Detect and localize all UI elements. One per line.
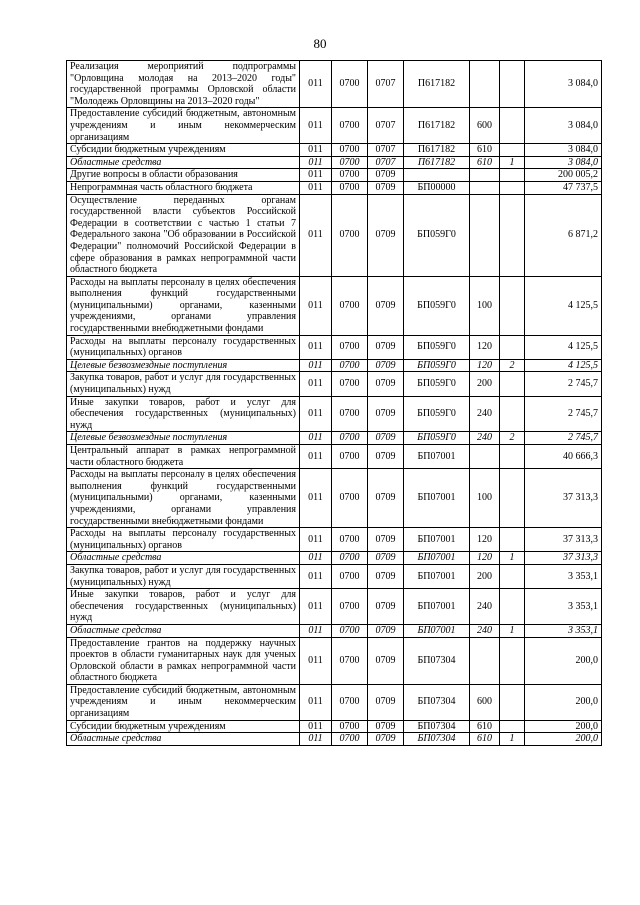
funding-code [500, 372, 525, 396]
row-name: Иные закупки товаров, работ и услуг для обеспечения государственных (муниципальных) нужд [67, 396, 300, 432]
target-article: БП07001 [404, 445, 470, 469]
table-row [67, 372, 602, 396]
funding-code [500, 445, 525, 469]
subsection-code: 0709 [368, 181, 404, 194]
funding-code: 1 [500, 552, 525, 565]
ministry-code: 011 [300, 359, 332, 372]
ministry-code: 011 [300, 194, 332, 276]
budget-table [66, 60, 602, 746]
table-row [67, 108, 602, 144]
row-name: Областные средства [67, 156, 300, 169]
amount: 37 313,3 [525, 528, 602, 552]
subsection-code: 0707 [368, 156, 404, 169]
row-name: Областные средства [67, 624, 300, 637]
row-name: Осуществление переданных органам государственной власти субъектов Российской Федерации в соответствии с частью 1 статьи 7 Федерального закона "Об образовании в Российской Федерации" полномочий Российской Федерации в сфере образования в рамках непрограммной части областного бюджета [67, 194, 300, 276]
table-row [67, 194, 602, 276]
amount: 200,0 [525, 684, 602, 720]
row-name: Другие вопросы в области образования [67, 169, 300, 182]
row-name: Целевые безвозмездные поступления [67, 359, 300, 372]
ministry-code: 011 [300, 108, 332, 144]
subsection-code: 0709 [368, 469, 404, 528]
ministry-code: 011 [300, 469, 332, 528]
ministry-code: 011 [300, 335, 332, 359]
target-article: БП059Г0 [404, 335, 470, 359]
target-article: П617182 [404, 144, 470, 157]
target-article [404, 169, 470, 182]
target-article: БП07001 [404, 528, 470, 552]
amount: 200,0 [525, 637, 602, 684]
section-code: 0700 [332, 637, 368, 684]
funding-code [500, 720, 525, 733]
funding-code [500, 528, 525, 552]
target-article: БП07001 [404, 624, 470, 637]
ministry-code: 011 [300, 156, 332, 169]
subsection-code: 0709 [368, 276, 404, 335]
funding-code [500, 181, 525, 194]
ministry-code: 011 [300, 720, 332, 733]
expense-type: 120 [470, 359, 500, 372]
target-article: БП07001 [404, 564, 470, 588]
row-name: Областные средства [67, 733, 300, 746]
table-row [67, 528, 602, 552]
section-code: 0700 [332, 733, 368, 746]
amount: 2 745,7 [525, 396, 602, 432]
expense-type [470, 61, 500, 108]
table-row [67, 684, 602, 720]
expense-type: 120 [470, 335, 500, 359]
subsection-code: 0709 [368, 396, 404, 432]
table-row [67, 156, 602, 169]
section-code: 0700 [332, 169, 368, 182]
funding-code: 2 [500, 359, 525, 372]
table-row [67, 144, 602, 157]
ministry-code: 011 [300, 564, 332, 588]
target-article: БП07001 [404, 589, 470, 625]
table-row [67, 720, 602, 733]
target-article: БП07304 [404, 720, 470, 733]
amount: 4 125,5 [525, 276, 602, 335]
ministry-code: 011 [300, 144, 332, 157]
budget-table-body [67, 61, 602, 746]
section-code: 0700 [332, 445, 368, 469]
row-name: Закупка товаров, работ и услуг для государственных (муниципальных) нужд [67, 372, 300, 396]
subsection-code: 0709 [368, 194, 404, 276]
expense-type [470, 194, 500, 276]
row-name: Расходы на выплаты персоналу в целях обеспечения выполнения функций государственными (муниципальными) органами, казенными учреждениями, органами управления государственными внебюджетными фондами [67, 469, 300, 528]
target-article: БП07304 [404, 637, 470, 684]
ministry-code: 011 [300, 181, 332, 194]
funding-code [500, 335, 525, 359]
section-code: 0700 [332, 432, 368, 445]
target-article: П617182 [404, 108, 470, 144]
expense-type: 610 [470, 144, 500, 157]
row-name: Расходы на выплаты персоналу в целях обеспечения выполнения функций государственными (муниципальными) органами, казенными учреждениями, органами управления государственными внебюджетными фондами [67, 276, 300, 335]
amount: 3 353,1 [525, 589, 602, 625]
table-row [67, 637, 602, 684]
subsection-code: 0709 [368, 169, 404, 182]
row-name: Предоставление субсидий бюджетным, автономным учреждениям и иным некоммерческим организациям [67, 108, 300, 144]
table-row [67, 564, 602, 588]
funding-code [500, 144, 525, 157]
expense-type: 600 [470, 684, 500, 720]
section-code: 0700 [332, 61, 368, 108]
table-row [67, 432, 602, 445]
amount: 47 737,5 [525, 181, 602, 194]
subsection-code: 0707 [368, 108, 404, 144]
amount: 40 666,3 [525, 445, 602, 469]
expense-type: 240 [470, 589, 500, 625]
amount: 3 353,1 [525, 624, 602, 637]
table-row [67, 61, 602, 108]
table-row [67, 276, 602, 335]
funding-code [500, 194, 525, 276]
table-row [67, 169, 602, 182]
funding-code [500, 108, 525, 144]
funding-code [500, 169, 525, 182]
expense-type: 200 [470, 564, 500, 588]
amount: 4 125,5 [525, 335, 602, 359]
expense-type: 600 [470, 108, 500, 144]
row-name: Расходы на выплаты персоналу государственных (муниципальных) органов [67, 335, 300, 359]
subsection-code: 0709 [368, 359, 404, 372]
table-row [67, 552, 602, 565]
section-code: 0700 [332, 372, 368, 396]
ministry-code: 011 [300, 372, 332, 396]
ministry-code: 011 [300, 528, 332, 552]
target-article: БП059Г0 [404, 396, 470, 432]
expense-type: 240 [470, 396, 500, 432]
target-article: БП059Г0 [404, 372, 470, 396]
target-article: БП059Г0 [404, 194, 470, 276]
subsection-code: 0709 [368, 445, 404, 469]
expense-type: 610 [470, 733, 500, 746]
ministry-code: 011 [300, 684, 332, 720]
amount: 200,0 [525, 720, 602, 733]
expense-type: 240 [470, 432, 500, 445]
section-code: 0700 [332, 552, 368, 565]
row-name: Субсидии бюджетным учреждениям [67, 144, 300, 157]
ministry-code: 011 [300, 445, 332, 469]
amount: 37 313,3 [525, 469, 602, 528]
page-number: 80 [313, 36, 327, 51]
row-name: Центральный аппарат в рамках непрограммной части областного бюджета [67, 445, 300, 469]
section-code: 0700 [332, 720, 368, 733]
row-name: Расходы на выплаты персоналу государственных (муниципальных) органов [67, 528, 300, 552]
section-code: 0700 [332, 624, 368, 637]
funding-code: 2 [500, 432, 525, 445]
amount: 200,0 [525, 733, 602, 746]
ministry-code: 011 [300, 624, 332, 637]
target-article: БП059Г0 [404, 432, 470, 445]
expense-type: 610 [470, 156, 500, 169]
expense-type: 610 [470, 720, 500, 733]
section-code: 0700 [332, 144, 368, 157]
funding-code: 1 [500, 156, 525, 169]
target-article: БП07304 [404, 684, 470, 720]
section-code: 0700 [332, 108, 368, 144]
target-article: БП059Г0 [404, 276, 470, 335]
table-row [67, 469, 602, 528]
funding-code [500, 637, 525, 684]
funding-code: 1 [500, 733, 525, 746]
target-article: БП07001 [404, 469, 470, 528]
funding-code [500, 396, 525, 432]
subsection-code: 0709 [368, 637, 404, 684]
row-name: Реализация мероприятий подпрограммы "Орловщина молодая на 2013–2020 годы" государственной программы Орловской области "Молодежь Орловщины на 2013–2020 годы" [67, 61, 300, 108]
section-code: 0700 [332, 181, 368, 194]
funding-code [500, 61, 525, 108]
amount: 2 745,7 [525, 432, 602, 445]
ministry-code: 011 [300, 637, 332, 684]
expense-type: 200 [470, 372, 500, 396]
expense-type [470, 169, 500, 182]
table-row [67, 589, 602, 625]
subsection-code: 0709 [368, 335, 404, 359]
funding-code: 1 [500, 624, 525, 637]
amount: 2 745,7 [525, 372, 602, 396]
row-name: Закупка товаров, работ и услуг для государственных (муниципальных) нужд [67, 564, 300, 588]
subsection-code: 0709 [368, 432, 404, 445]
expense-type: 240 [470, 624, 500, 637]
table-row [67, 733, 602, 746]
section-code: 0700 [332, 276, 368, 335]
ministry-code: 011 [300, 432, 332, 445]
subsection-code: 0709 [368, 684, 404, 720]
subsection-code: 0709 [368, 624, 404, 637]
section-code: 0700 [332, 335, 368, 359]
amount: 3 353,1 [525, 564, 602, 588]
table-row [67, 396, 602, 432]
amount: 200 005,2 [525, 169, 602, 182]
funding-code [500, 469, 525, 528]
amount: 3 084,0 [525, 144, 602, 157]
section-code: 0700 [332, 684, 368, 720]
section-code: 0700 [332, 194, 368, 276]
subsection-code: 0709 [368, 720, 404, 733]
expense-type: 100 [470, 276, 500, 335]
table-row [67, 359, 602, 372]
ministry-code: 011 [300, 169, 332, 182]
expense-type: 100 [470, 469, 500, 528]
subsection-code: 0709 [368, 528, 404, 552]
table-row [67, 445, 602, 469]
row-name: Областные средства [67, 552, 300, 565]
ministry-code: 011 [300, 61, 332, 108]
ministry-code: 011 [300, 396, 332, 432]
expense-type: 120 [470, 552, 500, 565]
subsection-code: 0707 [368, 144, 404, 157]
target-article: БП059Г0 [404, 359, 470, 372]
table-row [67, 335, 602, 359]
target-article: БП07304 [404, 733, 470, 746]
amount: 3 084,0 [525, 108, 602, 144]
ministry-code: 011 [300, 589, 332, 625]
funding-code [500, 276, 525, 335]
expense-type [470, 181, 500, 194]
section-code: 0700 [332, 396, 368, 432]
row-name: Непрограммная часть областного бюджета [67, 181, 300, 194]
amount: 37 313,3 [525, 552, 602, 565]
section-code: 0700 [332, 469, 368, 528]
ministry-code: 011 [300, 552, 332, 565]
expense-type [470, 637, 500, 684]
funding-code [500, 684, 525, 720]
subsection-code: 0709 [368, 564, 404, 588]
expense-type: 120 [470, 528, 500, 552]
row-name: Предоставление субсидий бюджетным, автономным учреждениям и иным некоммерческим организациям [67, 684, 300, 720]
target-article: П617182 [404, 156, 470, 169]
row-name: Целевые безвозмездные поступления [67, 432, 300, 445]
subsection-code: 0709 [368, 372, 404, 396]
expense-type [470, 445, 500, 469]
funding-code [500, 564, 525, 588]
row-name: Предоставление грантов на поддержку научных проектов в области гуманитарных наук для ученых Орловской области в рамках непрограммной части областного бюджета [67, 637, 300, 684]
section-code: 0700 [332, 564, 368, 588]
row-name: Иные закупки товаров, работ и услуг для обеспечения государственных (муниципальных) нужд [67, 589, 300, 625]
amount: 3 084,0 [525, 61, 602, 108]
table-row [67, 624, 602, 637]
subsection-code: 0709 [368, 589, 404, 625]
target-article: П617182 [404, 61, 470, 108]
section-code: 0700 [332, 156, 368, 169]
table-row [67, 181, 602, 194]
ministry-code: 011 [300, 276, 332, 335]
subsection-code: 0709 [368, 552, 404, 565]
row-name: Субсидии бюджетным учреждениям [67, 720, 300, 733]
target-article: БП00000 [404, 181, 470, 194]
funding-code [500, 589, 525, 625]
amount: 4 125,5 [525, 359, 602, 372]
target-article: БП07001 [404, 552, 470, 565]
amount: 6 871,2 [525, 194, 602, 276]
subsection-code: 0707 [368, 61, 404, 108]
subsection-code: 0709 [368, 733, 404, 746]
section-code: 0700 [332, 589, 368, 625]
amount: 3 084,0 [525, 156, 602, 169]
ministry-code: 011 [300, 733, 332, 746]
section-code: 0700 [332, 528, 368, 552]
section-code: 0700 [332, 359, 368, 372]
